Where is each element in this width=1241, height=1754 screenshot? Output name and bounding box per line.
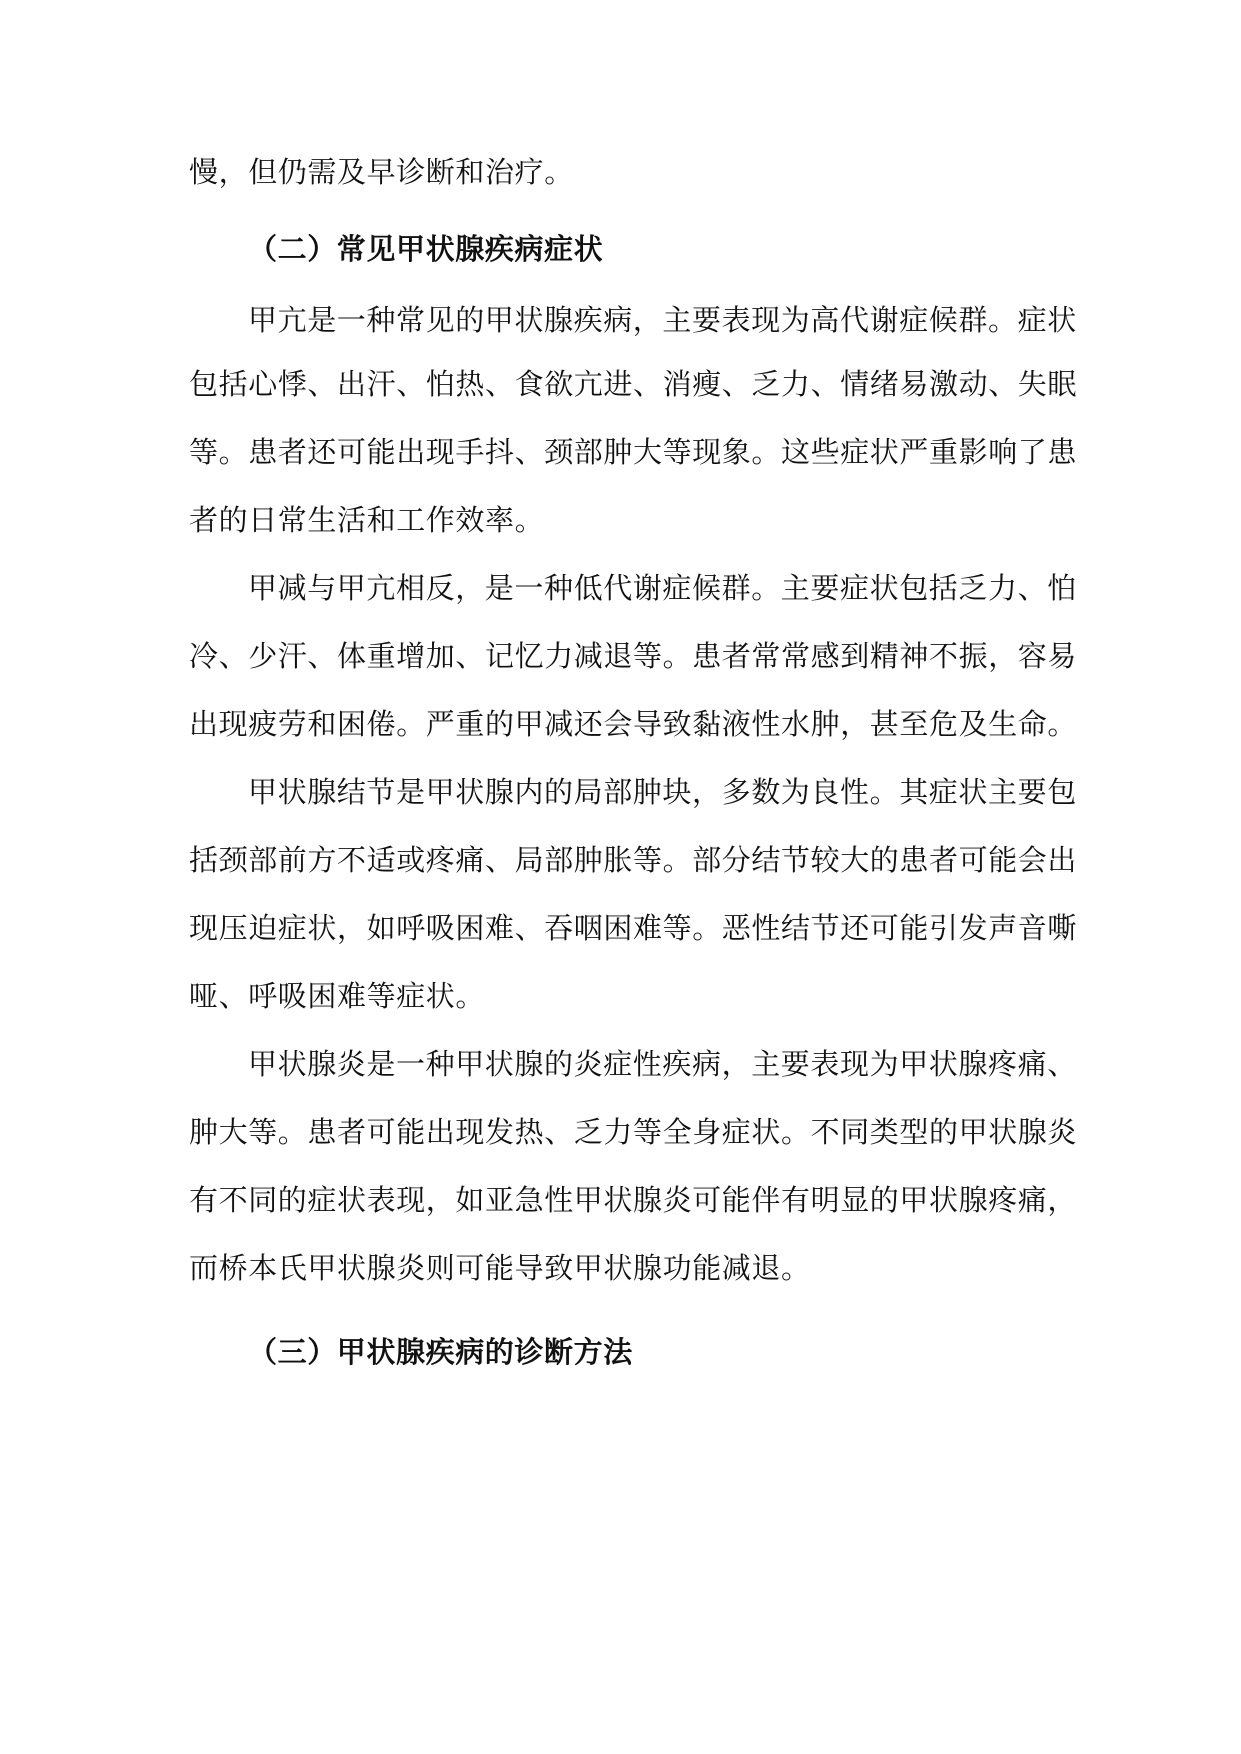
section-heading: （二）常见甲状腺疾病症状 <box>248 232 604 266</box>
paragraph-line: 冷、少汗、体重增加、记忆力减退等。患者常常感到精神不振，容易 <box>189 639 1078 673</box>
paragraph-line: 包括心悸、出汗、怕热、食欲亢进、消瘦、乏力、情绪易激动、失眠 <box>189 367 1078 401</box>
paragraph-line: 者的日常生活和工作效率。 <box>189 503 545 537</box>
paragraph-line: 甲亢是一种常见的甲状腺疾病，主要表现为高代谢症候群。症状 <box>248 303 1077 337</box>
paragraph-line: 等。患者还可能出现手抖、颈部肿大等现象。这些症状严重影响了患 <box>189 435 1078 469</box>
paragraph-line: 现压迫症状，如呼吸困难、吞咽困难等。恶性结节还可能引发声音嘶 <box>189 911 1078 945</box>
paragraph-line: 哑、呼吸困难等症状。 <box>189 979 486 1013</box>
paragraph-line: 出现疲劳和困倦。严重的甲减还会导致黏液性水肿，甚至危及生命。 <box>189 707 1078 741</box>
paragraph-line: 而桥本氏甲状腺炎则可能导致甲状腺功能减退。 <box>189 1251 811 1285</box>
section-heading: （三）甲状腺疾病的诊断方法 <box>248 1335 633 1369</box>
paragraph-line: 慢，但仍需及早诊断和治疗。 <box>189 155 574 189</box>
paragraph-line: 肿大等。患者可能出现发热、乏力等全身症状。不同类型的甲状腺炎 <box>189 1115 1078 1149</box>
paragraph-line: 甲减与甲亢相反，是一种低代谢症候群。主要症状包括乏力、怕 <box>248 571 1077 605</box>
paragraph-line: 甲状腺结节是甲状腺内的局部肿块，多数为良性。其症状主要包 <box>248 775 1077 809</box>
paragraph-line: 有不同的症状表现，如亚急性甲状腺炎可能伴有明显的甲状腺疼痛， <box>189 1183 1078 1217</box>
paragraph-line: 甲状腺炎是一种甲状腺的炎症性疾病，主要表现为甲状腺疼痛、 <box>248 1047 1077 1081</box>
paragraph-line: 括颈部前方不适或疼痛、局部肿胀等。部分结节较大的患者可能会出 <box>189 843 1078 877</box>
